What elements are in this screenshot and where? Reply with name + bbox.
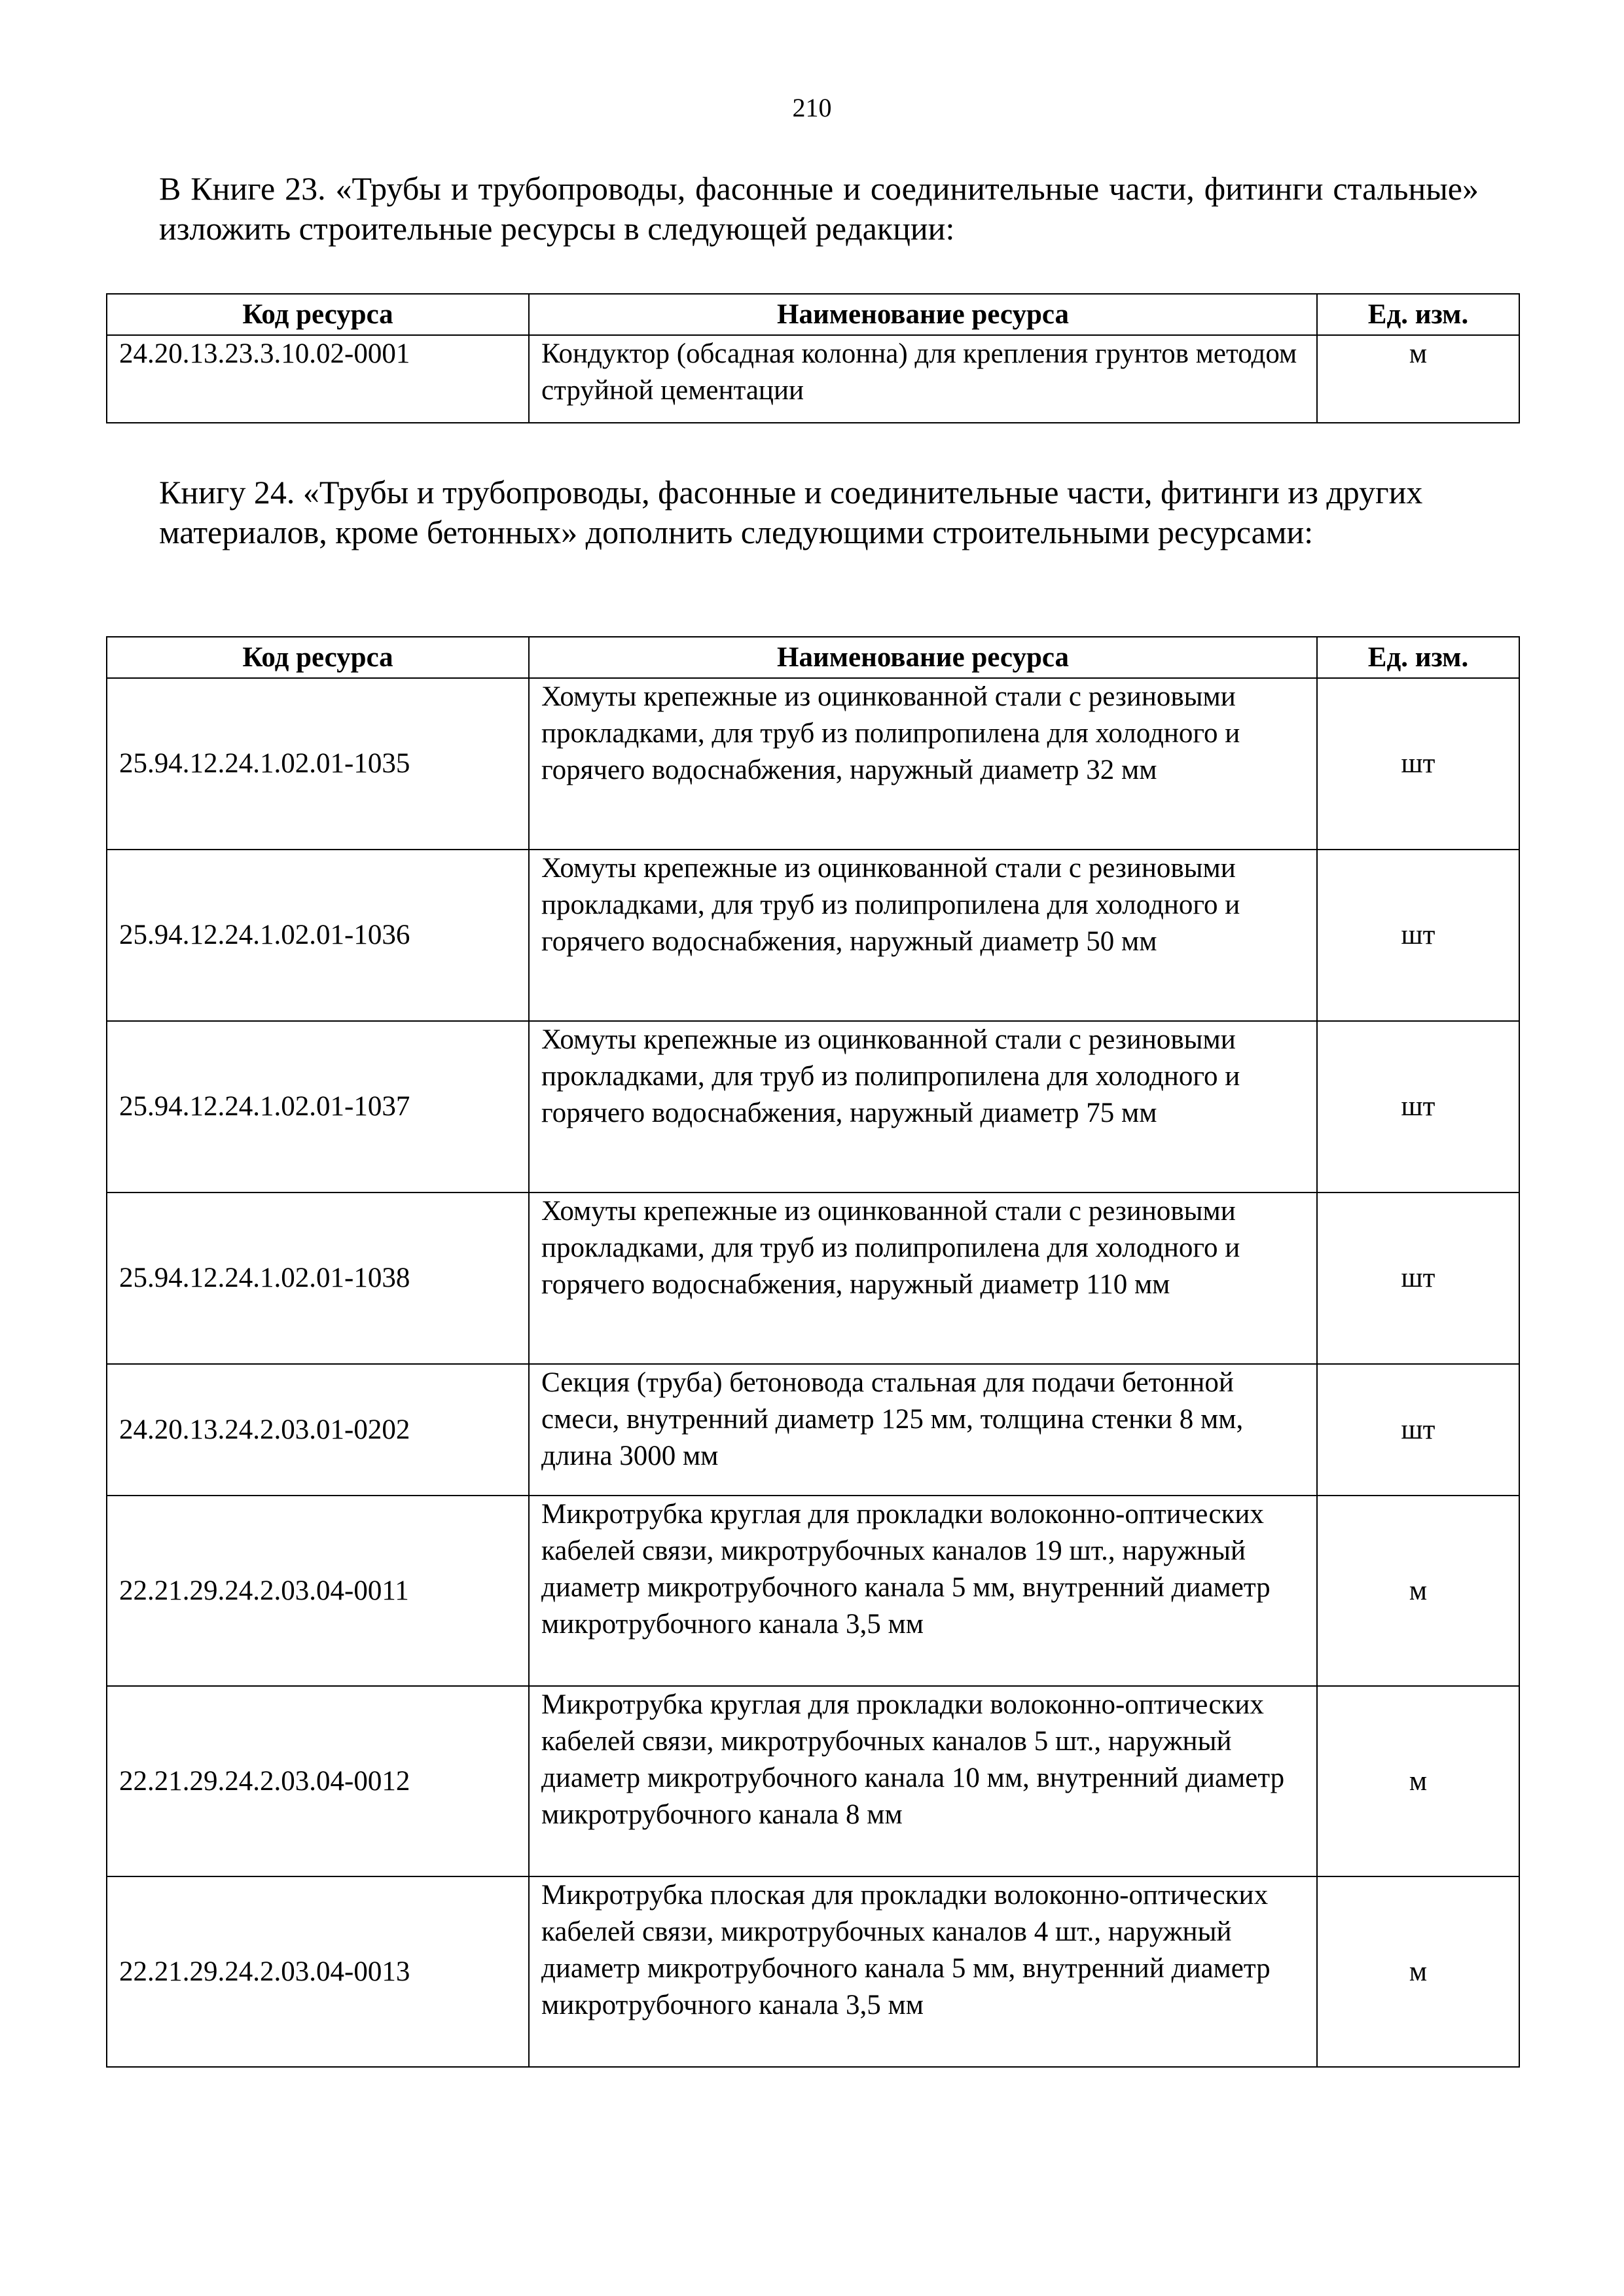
resource-unit-cell: м (1317, 1496, 1519, 1686)
resource-unit-cell: шт (1317, 1364, 1519, 1496)
header-unit: Ед. изм. (1317, 637, 1519, 678)
table-row (107, 335, 1519, 423)
resource-name-cell: Хомуты крепежные из оцинкованной стали с резиновыми прокладками, для труб из полипропилена для холодного и горячего водоснабжения, наружный диаметр 110 мм (529, 1193, 1317, 1364)
resource-code-cell: 25.94.12.24.1.02.01-1035 (107, 678, 529, 850)
resource-unit-cell: шт (1317, 1021, 1519, 1193)
resource-name-cell: Кондуктор (обсадная колонна) для крепления грунтов методом струйной цементации (529, 335, 1317, 423)
table-header-row (107, 637, 1519, 678)
resource-name-cell: Хомуты крепежные из оцинкованной стали с резиновыми прокладками, для труб из полипропилена для холодного и горячего водоснабжения, наружный диаметр 32 мм (529, 678, 1317, 850)
header-unit: Ед. изм. (1317, 294, 1519, 335)
header-resource-name: Наименование ресурса (529, 637, 1317, 678)
table-row (107, 1686, 1519, 1876)
resources-table-book23 (106, 293, 1520, 423)
resource-code-cell: 22.21.29.24.2.03.04-0012 (107, 1686, 529, 1876)
resource-code-cell: 25.94.12.24.1.02.01-1038 (107, 1193, 529, 1364)
header-resource-code: Код ресурса (107, 294, 529, 335)
resource-name-cell: Хомуты крепежные из оцинкованной стали с резиновыми прокладками, для труб из полипропилена для холодного и горячего водоснабжения, наружный диаметр 50 мм (529, 850, 1317, 1021)
section2-intro-paragraph: Книгу 24. «Трубы и трубопроводы, фасонные и соединительные части, фитинги из других материалов, кроме бетонных» дополнить следующими строительными ресурсами: (159, 474, 1423, 550)
table-row (107, 1364, 1519, 1496)
table-row (107, 1193, 1519, 1364)
page-number: 210 (792, 93, 832, 122)
resource-name-cell: Микротрубка круглая для прокладки волоконно-оптических кабелей связи, микротрубочных каналов 19 шт., наружный диаметр микротрубочного канала 5 мм, внутренний диаметр микротрубочного канала 3,5 мм (529, 1496, 1317, 1686)
resource-unit-cell: м (1317, 1876, 1519, 2067)
resource-code-cell: 22.21.29.24.2.03.04-0011 (107, 1496, 529, 1686)
resource-code-cell: 24.20.13.23.3.10.02-0001 (107, 335, 529, 423)
resource-code-cell: 24.20.13.24.2.03.01-0202 (107, 1364, 529, 1496)
resource-code-cell: 25.94.12.24.1.02.01-1036 (107, 850, 529, 1021)
resource-unit-cell: м (1317, 335, 1519, 423)
section1-intro-paragraph: В Книге 23. «Трубы и трубопроводы, фасонные и соединительные части, фитинги стальные» изложить строительные ресурсы в следующей редакции: (159, 170, 1479, 247)
resource-unit-cell: шт (1317, 1193, 1519, 1364)
resource-name-cell: Хомуты крепежные из оцинкованной стали с резиновыми прокладками, для труб из полипропилена для холодного и горячего водоснабжения, наружный диаметр 75 мм (529, 1021, 1317, 1193)
resource-name-cell: Микротрубка плоская для прокладки волоконно-оптических кабелей связи, микротрубочных каналов 4 шт., наружный диаметр микротрубочного канала 5 мм, внутренний диаметр микротрубочного канала 3,5 мм (529, 1876, 1317, 2067)
header-resource-name: Наименование ресурса (529, 294, 1317, 335)
table-row (107, 1021, 1519, 1193)
resource-code-cell: 22.21.29.24.2.03.04-0013 (107, 1876, 529, 2067)
resource-code-cell: 25.94.12.24.1.02.01-1037 (107, 1021, 529, 1193)
table-row (107, 678, 1519, 850)
resources-table-book24 (106, 636, 1520, 2068)
resource-unit-cell: м (1317, 1686, 1519, 1876)
resource-name-cell: Микротрубка круглая для прокладки волоконно-оптических кабелей связи, микротрубочных каналов 5 шт., наружный диаметр микротрубочного канала 10 мм, внутренний диаметр микротрубочного канала 8 мм (529, 1686, 1317, 1876)
resource-unit-cell: шт (1317, 850, 1519, 1021)
resource-unit-cell: шт (1317, 678, 1519, 850)
resource-name-cell: Секция (труба) бетоновода стальная для подачи бетонной смеси, внутренний диаметр 125 мм, толщина стенки 8 мм, длина 3000 мм (529, 1364, 1317, 1496)
table-row (107, 1876, 1519, 2067)
header-resource-code: Код ресурса (107, 637, 529, 678)
table-row (107, 850, 1519, 1021)
table-row (107, 1496, 1519, 1686)
table-header-row (107, 294, 1519, 335)
